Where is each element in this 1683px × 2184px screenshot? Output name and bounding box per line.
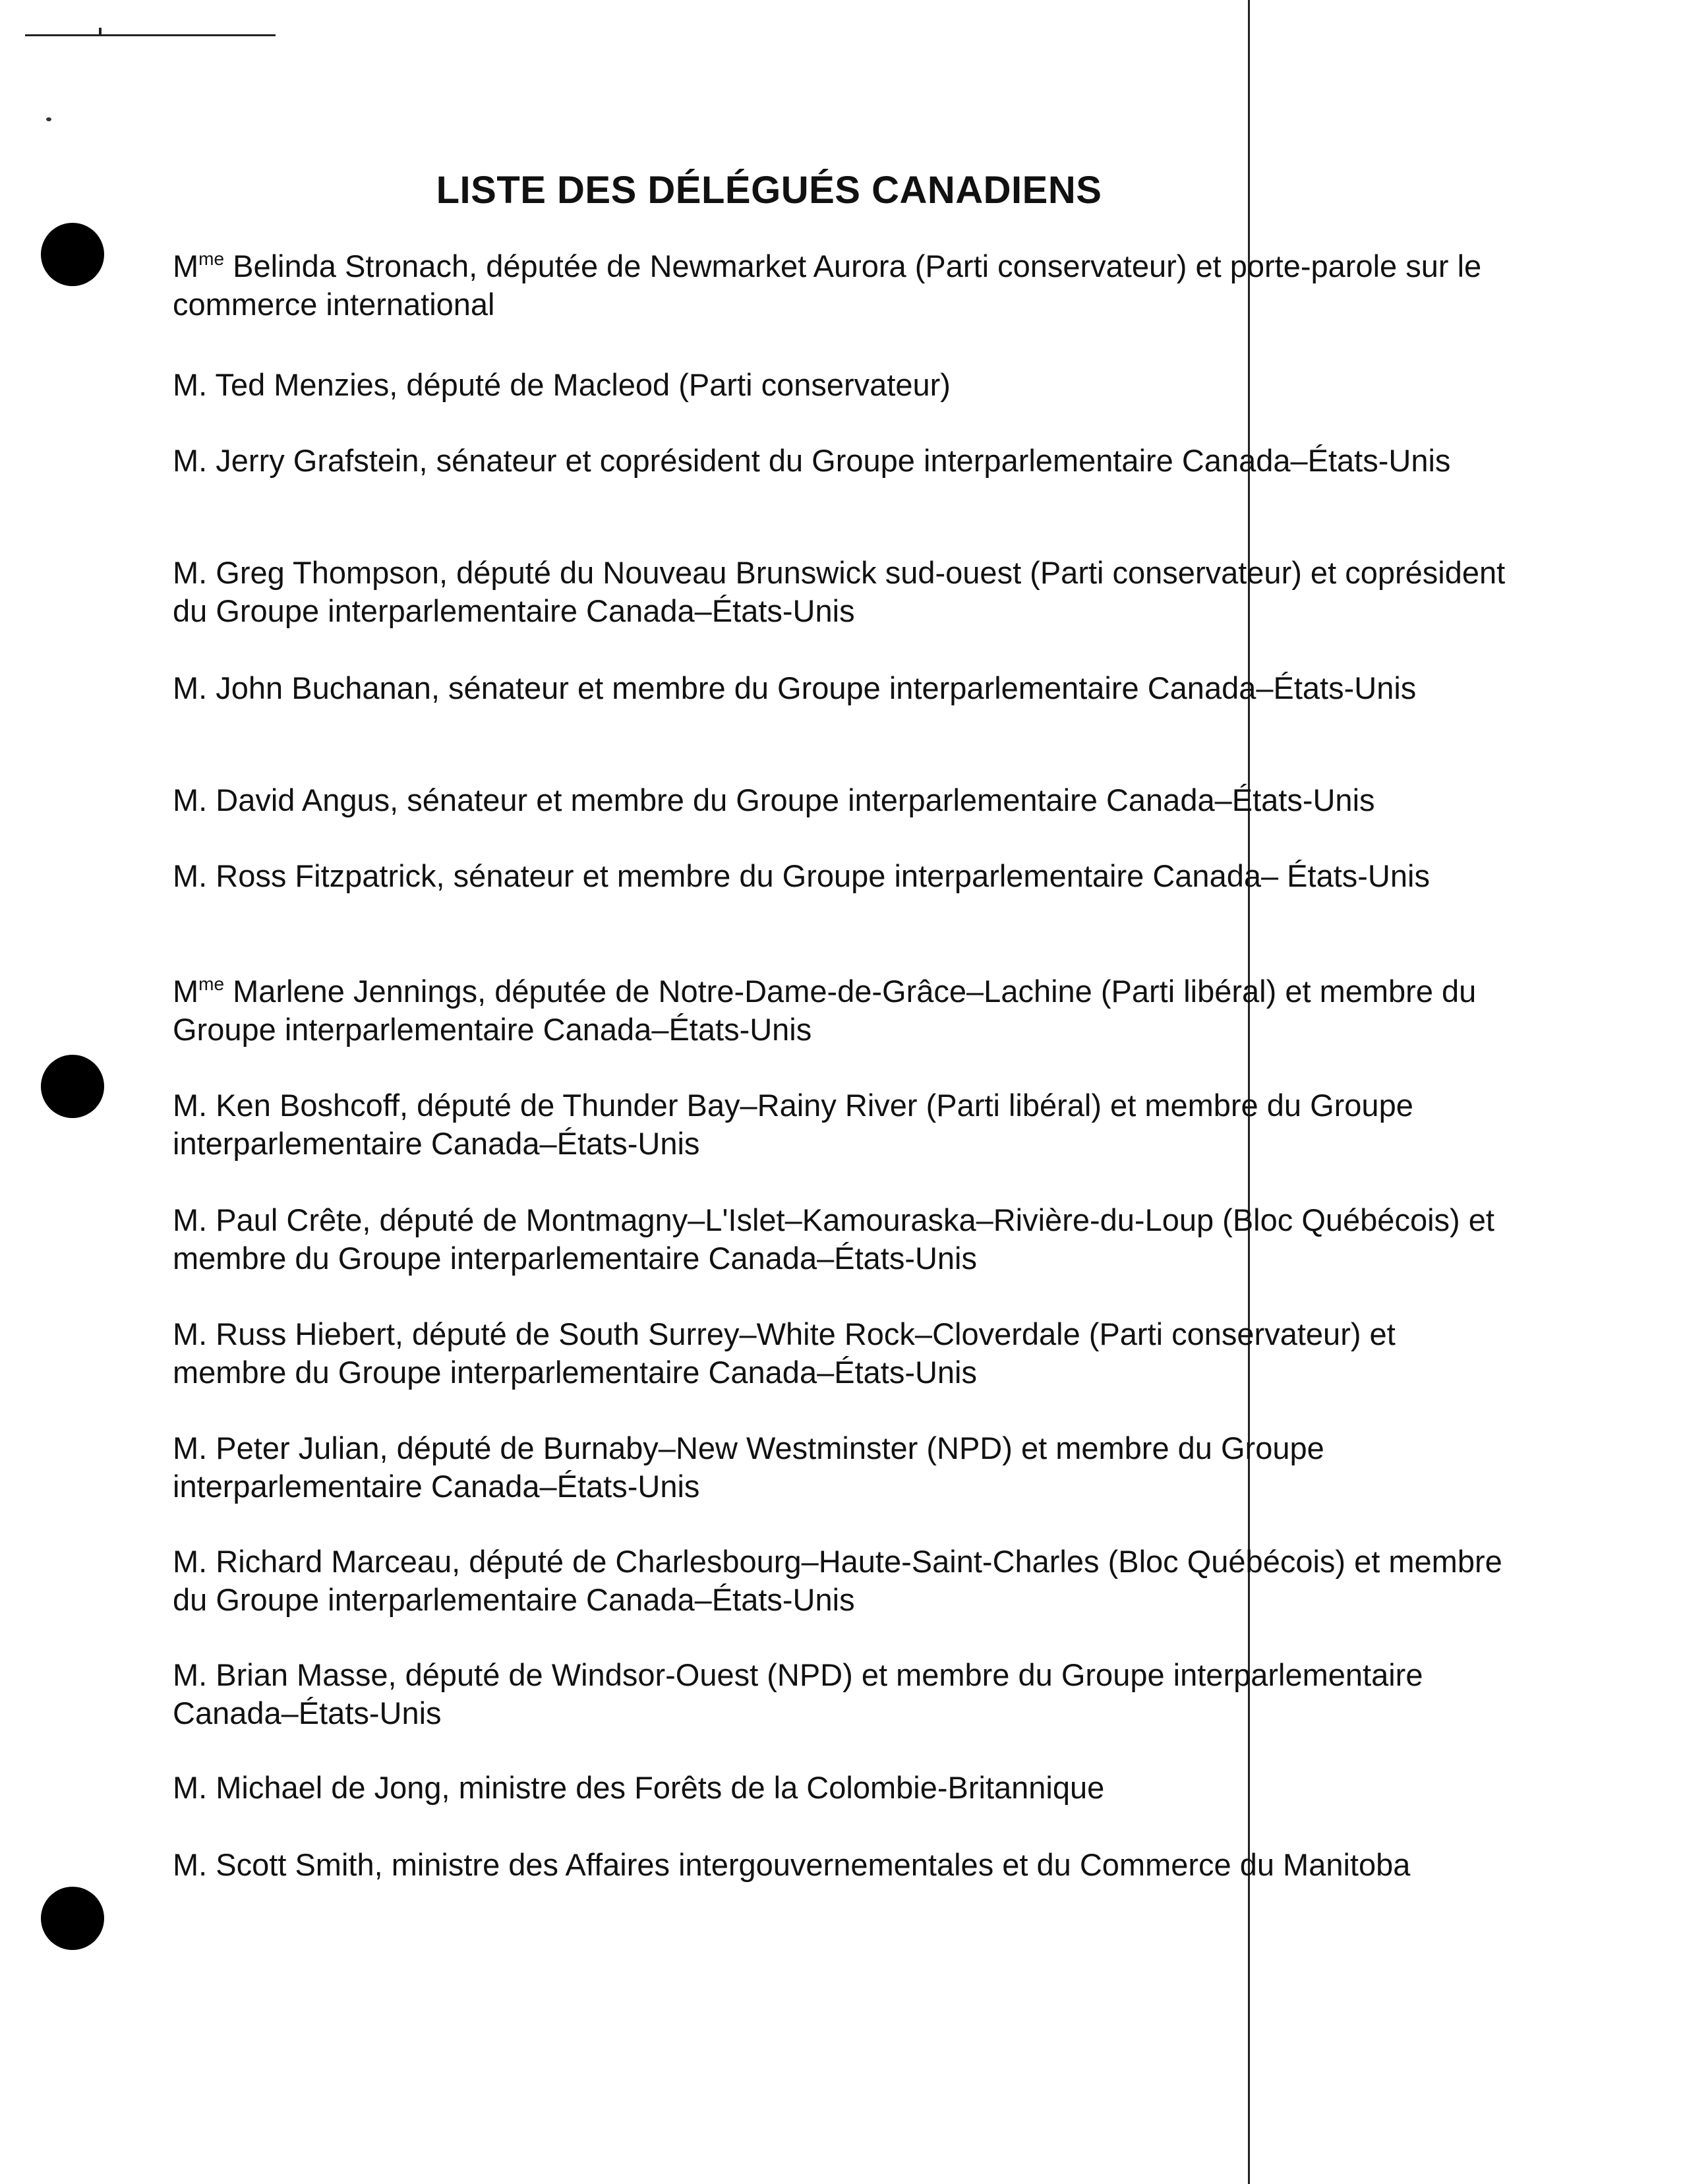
delegate-entry (173, 1429, 1518, 1506)
delegate-text: Ken Boshcoff, député de Thunder Bay–Rainy River (Parti libéral) et membre du Groupe interparlementaire Canada–États-Unis (173, 1088, 1413, 1161)
page-title: LISTE DES DÉLÉGUÉS CANADIENS (436, 169, 1102, 212)
delegate-honorific: M. (173, 1770, 208, 1805)
delegate-text: David Angus, sénateur et membre du Groupe interparlementaire Canada–États-Unis (216, 782, 1375, 817)
delegate-text: Paul Crête, député de Montmagny–L'Islet–Kamouraska–Rivière-du-Loup (Bloc Québécois) et membre du Groupe interparlementaire Canada–États-Unis (173, 1202, 1494, 1276)
delegate-text: Ross Fitzpatrick, sénateur et membre du Groupe interparlementaire Canada– États-Unis (216, 858, 1430, 893)
delegate-entry (173, 1846, 1518, 1884)
delegate-honorific: M (173, 974, 199, 1009)
delegate-honorific-superscript: me (198, 249, 225, 269)
scan-speck (46, 117, 51, 121)
delegate-entry (173, 1086, 1518, 1163)
delegate-text: Ted Menzies, député de Macleod (Parti conservateur) (215, 367, 951, 402)
delegate-text: Marlene Jennings, députée de Notre-Dame-de-Grâce–Lachine (Parti libéral) et membre du Groupe interparlementaire Canada–États-Unis (173, 974, 1477, 1047)
top-rule-tick (99, 28, 102, 34)
delegate-entry (173, 972, 1518, 1049)
delegate-text: Jerry Grafstein, sénateur et coprésident du Groupe interparlementaire Canada–États-Unis (216, 443, 1451, 478)
delegate-honorific: M. (173, 1847, 208, 1882)
delegate-entry (173, 554, 1518, 630)
delegate-text: Greg Thompson, député du Nouveau Brunswick sud-ouest (Parti conservateur) et coprésident du Groupe interparlementaire Canada–États-Unis (173, 555, 1506, 628)
delegate-text: Peter Julian, député de Burnaby–New Westminster (NPD) et membre du Groupe interparlementaire Canada–États-Unis (173, 1431, 1324, 1504)
delegate-honorific: M (173, 249, 199, 283)
delegate-text: John Buchanan, sénateur et membre du Groupe interparlementaire Canada–États-Unis (216, 670, 1417, 705)
delegate-honorific: M. (173, 555, 208, 590)
delegate-honorific: M. (173, 858, 208, 893)
delegate-entry (173, 1315, 1518, 1392)
delegate-entry (173, 1769, 1518, 1807)
delegate-entry (173, 247, 1518, 324)
delegate-text: Scott Smith, ministre des Affaires intergouvernementales et du Commerce du Manitoba (216, 1847, 1411, 1882)
delegate-honorific: M. (173, 1316, 208, 1351)
delegate-text: Belinda Stronach, députée de Newmarket Aurora (Parti conservateur) et porte-parole sur le commerce international (173, 249, 1482, 322)
delegate-entry (173, 366, 1518, 404)
delegate-honorific: M. (173, 1657, 208, 1692)
top-rule-line (25, 34, 276, 36)
delegate-entry (173, 442, 1518, 480)
punch-hole-top (41, 223, 104, 286)
delegate-honorific: M. (173, 782, 208, 817)
delegate-text: Russ Hiebert, député de South Surrey–White Rock–Cloverdale (Parti conservateur) et membre du Groupe interparlementaire Canada–États-Unis (173, 1316, 1396, 1390)
delegate-honorific: M. (173, 443, 208, 478)
punch-hole-middle (41, 1055, 104, 1118)
delegate-honorific: M. (173, 1431, 208, 1465)
delegate-text: Michael de Jong, ministre des Forêts de la Colombie-Britannique (216, 1770, 1105, 1805)
delegate-text: Richard Marceau, député de Charlesbourg–Haute-Saint-Charles (Bloc Québécois) et membre du Groupe interparlementaire Canada–États-Unis (173, 1544, 1502, 1617)
delegate-entry (173, 857, 1518, 895)
delegate-honorific-superscript: me (198, 974, 225, 994)
delegate-entry (173, 781, 1518, 819)
delegate-honorific: M. (173, 1202, 208, 1237)
delegate-entry (173, 1656, 1518, 1732)
delegate-entry (173, 1543, 1518, 1619)
delegate-honorific: M. (173, 1088, 208, 1123)
delegate-honorific: M. (173, 367, 208, 402)
delegate-honorific: M. (173, 1544, 208, 1579)
delegate-entry (173, 669, 1518, 707)
delegate-entry (173, 1201, 1518, 1278)
punch-hole-bottom (41, 1887, 104, 1950)
delegate-honorific: M. (173, 670, 208, 705)
delegate-text: Brian Masse, député de Windsor-Ouest (NPD) et membre du Groupe interparlementaire Canada–États-Unis (173, 1657, 1423, 1730)
